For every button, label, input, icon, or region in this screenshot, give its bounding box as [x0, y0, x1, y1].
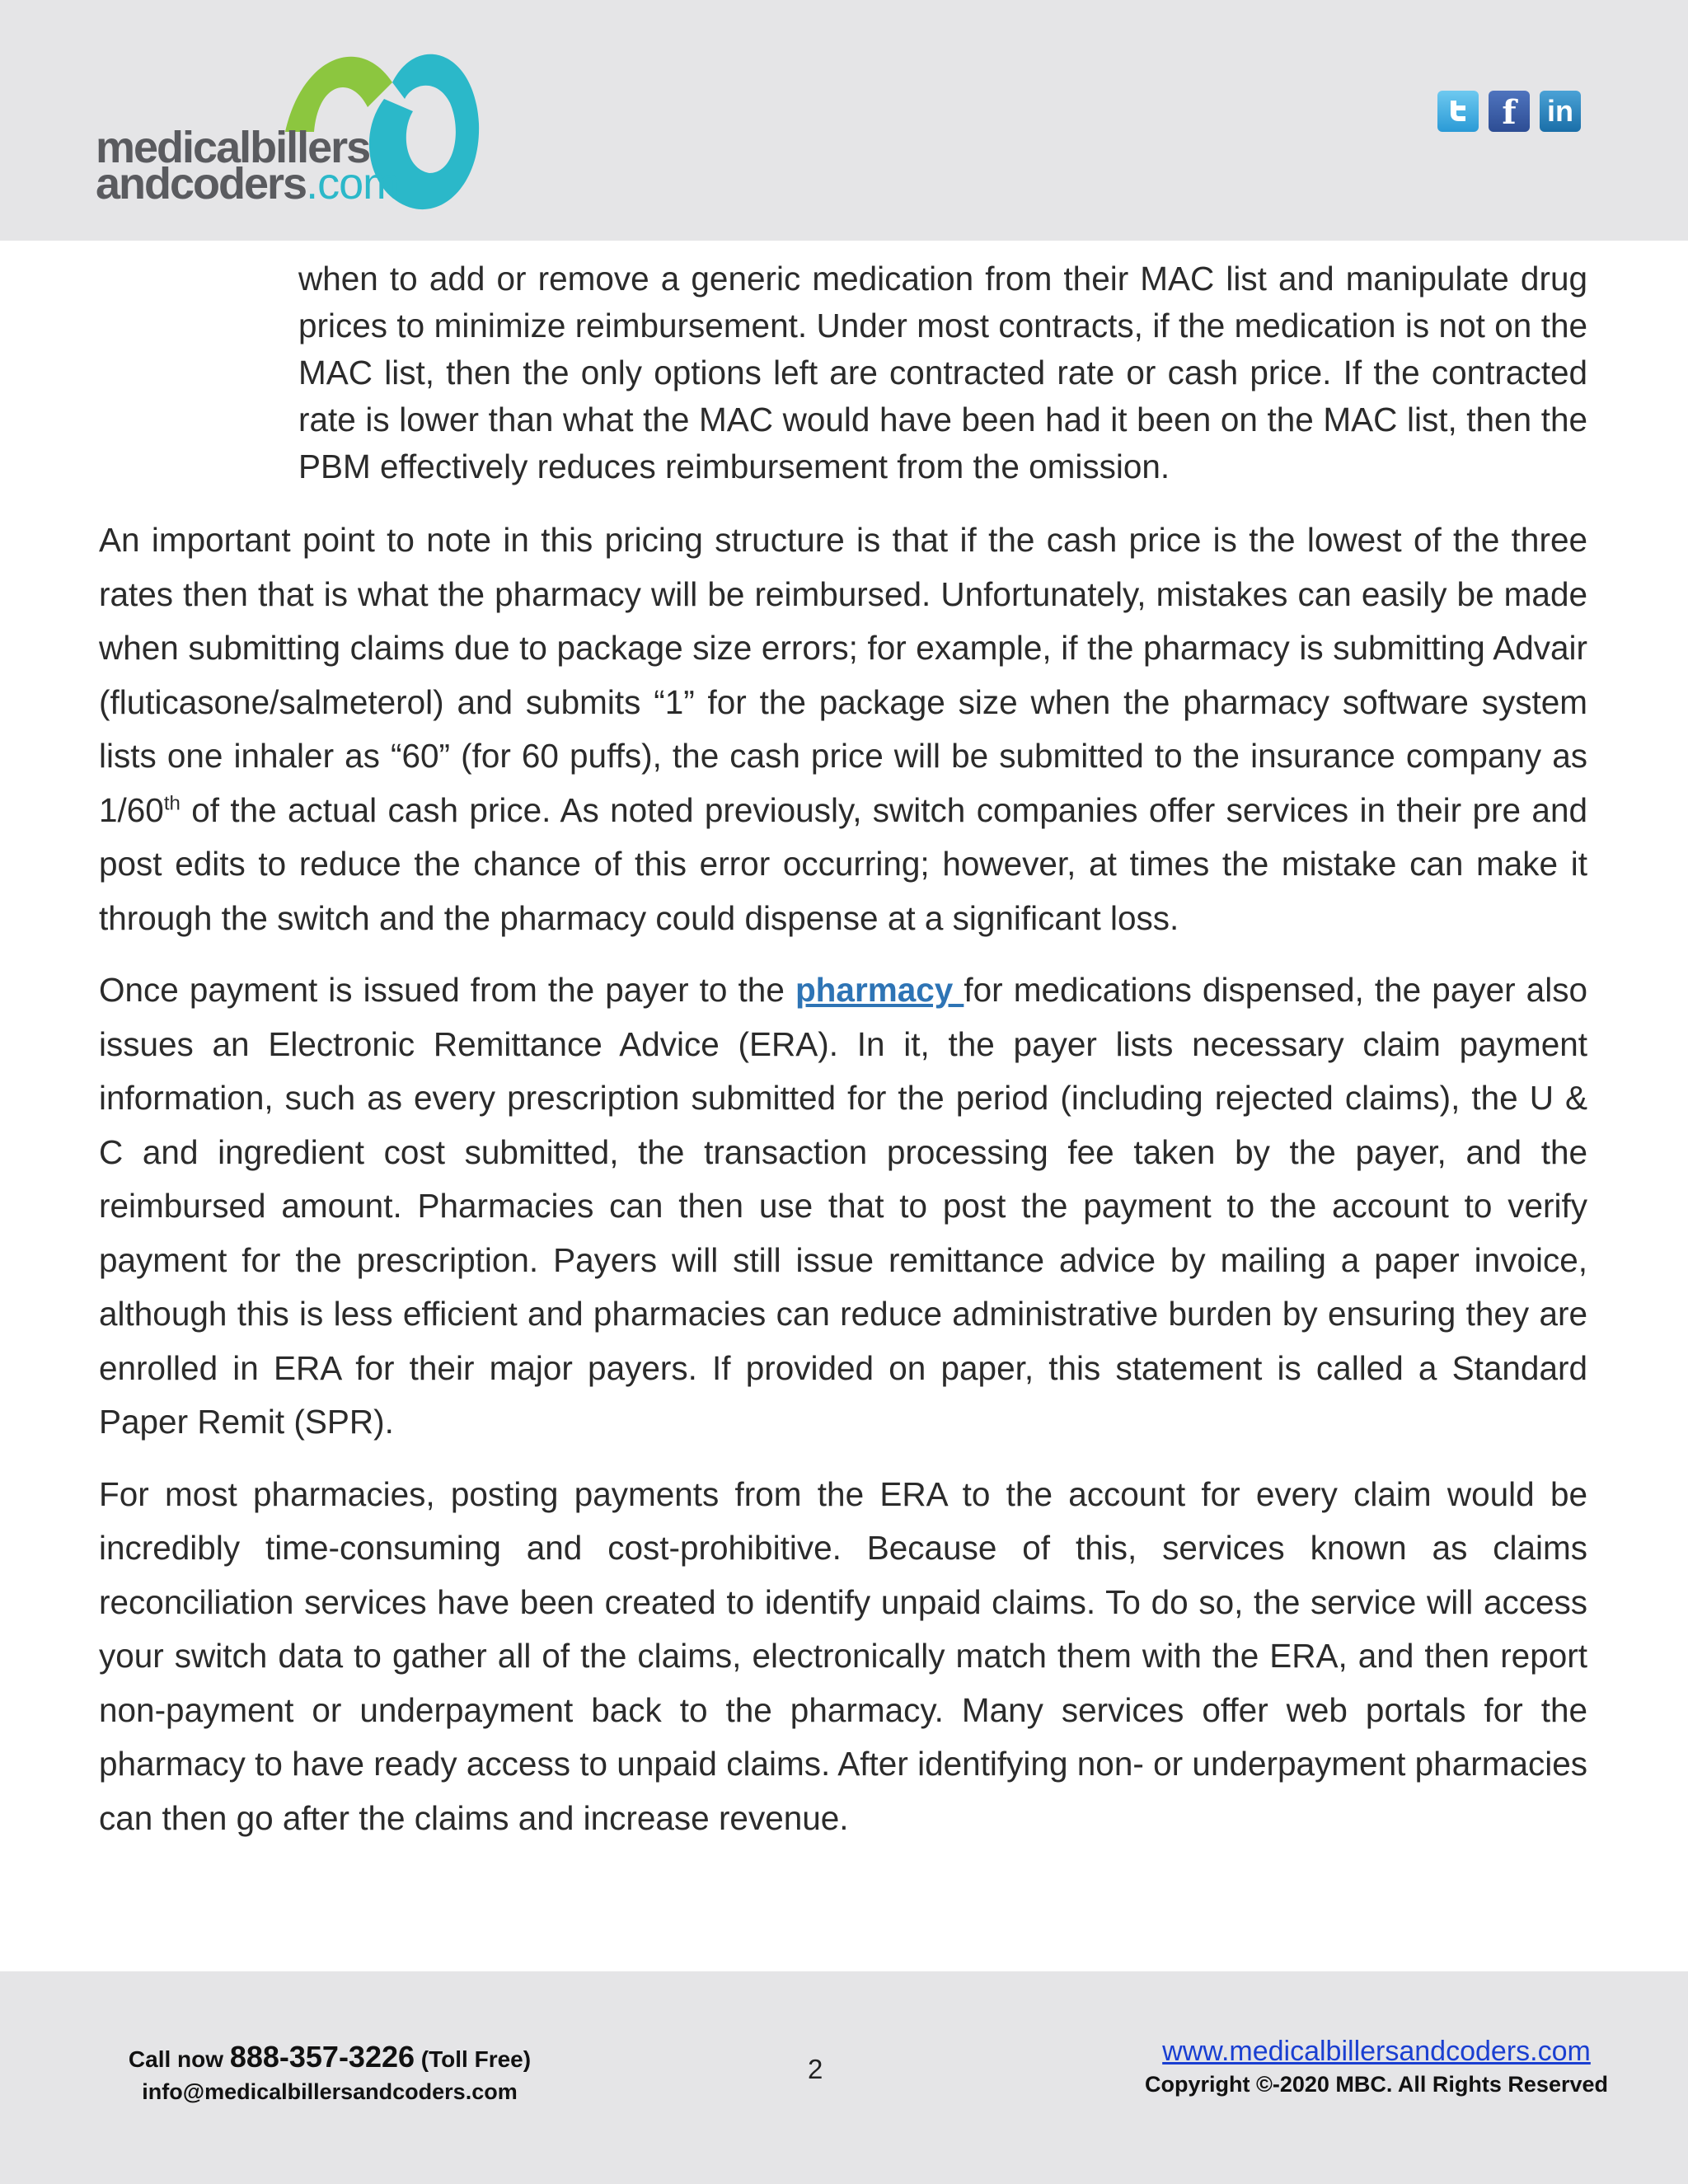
company-logo[interactable]: [96, 33, 483, 223]
phone-number[interactable]: 888-357-3226: [229, 2040, 415, 2074]
footer-contact: [99, 2041, 560, 2107]
call-prefix: Call now: [128, 2046, 230, 2072]
paragraph-era-text-a: Once payment is issued from the payer to the: [99, 971, 795, 1009]
twitter-icon[interactable]: [1437, 91, 1479, 132]
call-line: [99, 2041, 560, 2076]
paragraph-reconciliation: For most pharmacies, posting payments from the ERA to the account for every claim would be incredibly time-consuming and cost-prohibitive. Because of this, services known as claims reconciliation services have been created to identify unpaid claims. To do so, the service will access your switch data to gather all of the claims, electronically match them with the ERA, and then report non-payment or underpayment back to the pharmacy. Many services offer web portals for the pharmacy to have ready access to unpaid claims. After identifying non- or underpayment pharmacies can then go after the claims and increase revenue.: [99, 1474, 1587, 1837]
toll-free-label: (Toll Free): [415, 2046, 532, 2072]
copyright-text: Copyright ©-2020 MBC. All Rights Reserved: [1144, 2072, 1608, 2097]
logo-text-andcoders: andcoders: [96, 159, 307, 209]
superscript-th: th: [163, 792, 181, 814]
paragraph-cash-price-text-b: of the actual cash price. As noted previously, switch companies offer services in their pre and post edits to reduce the chance of this error occurring; however, at times the mistake can make it through the switch and the pharmacy could dispense at a significant loss.: [99, 790, 1587, 937]
logo-text-dotcom: .com: [306, 159, 400, 209]
page-footer: [0, 1971, 1688, 2184]
page-header: [0, 0, 1688, 241]
paragraph-cash-price: [99, 513, 1587, 945]
logo-text-line2: [96, 159, 400, 209]
paragraph-cash-price-text-a: An important point to note in this pricing structure is that if the cash price is the lowest of the three rates then that is what the pharmacy will be reimbursed. Unfortunately, mistakes can easily be made when submitting claims due to package size errors; for example, if the pharmacy is submitting Advair (fluticasone/salmeterol) and submits “1” for the package size when the pharmacy software system lists one inhaler as “60” (for 60 puffs), the cash price will be submitted to the insurance company as 1/60: [99, 521, 1587, 829]
page-number: 2: [808, 2054, 823, 2084]
linkedin-icon[interactable]: in: [1540, 91, 1581, 132]
logo-text-line1: medicalbillers: [96, 123, 370, 172]
facebook-icon[interactable]: f: [1489, 91, 1530, 132]
paragraph-era: [99, 963, 1587, 1450]
website-link[interactable]: www.medicalbillersandcoders.com: [1162, 2036, 1591, 2067]
indented-paragraph: when to add or remove a generic medication from their MAC list and manipulate drug prices to minimize reimbursement. Under most contracts, if the medication is not on the MAC list, then the only options left are contracted rate or cash price. If the contracted rate is lower than what the MAC would have been had it been on the MAC list, then the PBM effectively reduces reimbursement from the omission.: [298, 260, 1587, 485]
document-body: [99, 247, 1587, 1845]
paragraph-era-text-b: for medications dispensed, the payer also issues an Electronic Remittance Advice (ERA). In it, the payer lists necessary claim payment information, such as every prescription submitted for the period (including rejected claims), the U & C and ingredient cost submitted, the transaction processing fee taken by the payer, and the reimbursed amount. Pharmacies can then use that to post the payment to the account to verify payment for the prescription. Payers will still issue remittance advice by mailing a paper invoice, although this is less efficient and pharmacies can reduce administrative burden by ensuring they are enrolled in ERA for their major payers. If provided on paper, this statement is called a Standard Paper Remit (SPR).: [99, 971, 1587, 1441]
twitter-bird-glyph: [1437, 91, 1479, 132]
email-address[interactable]: info@medicalbillersandcoders.com: [142, 2079, 518, 2104]
footer-site: [1137, 2034, 1615, 2100]
pharmacy-link[interactable]: pharmacy: [795, 971, 964, 1009]
